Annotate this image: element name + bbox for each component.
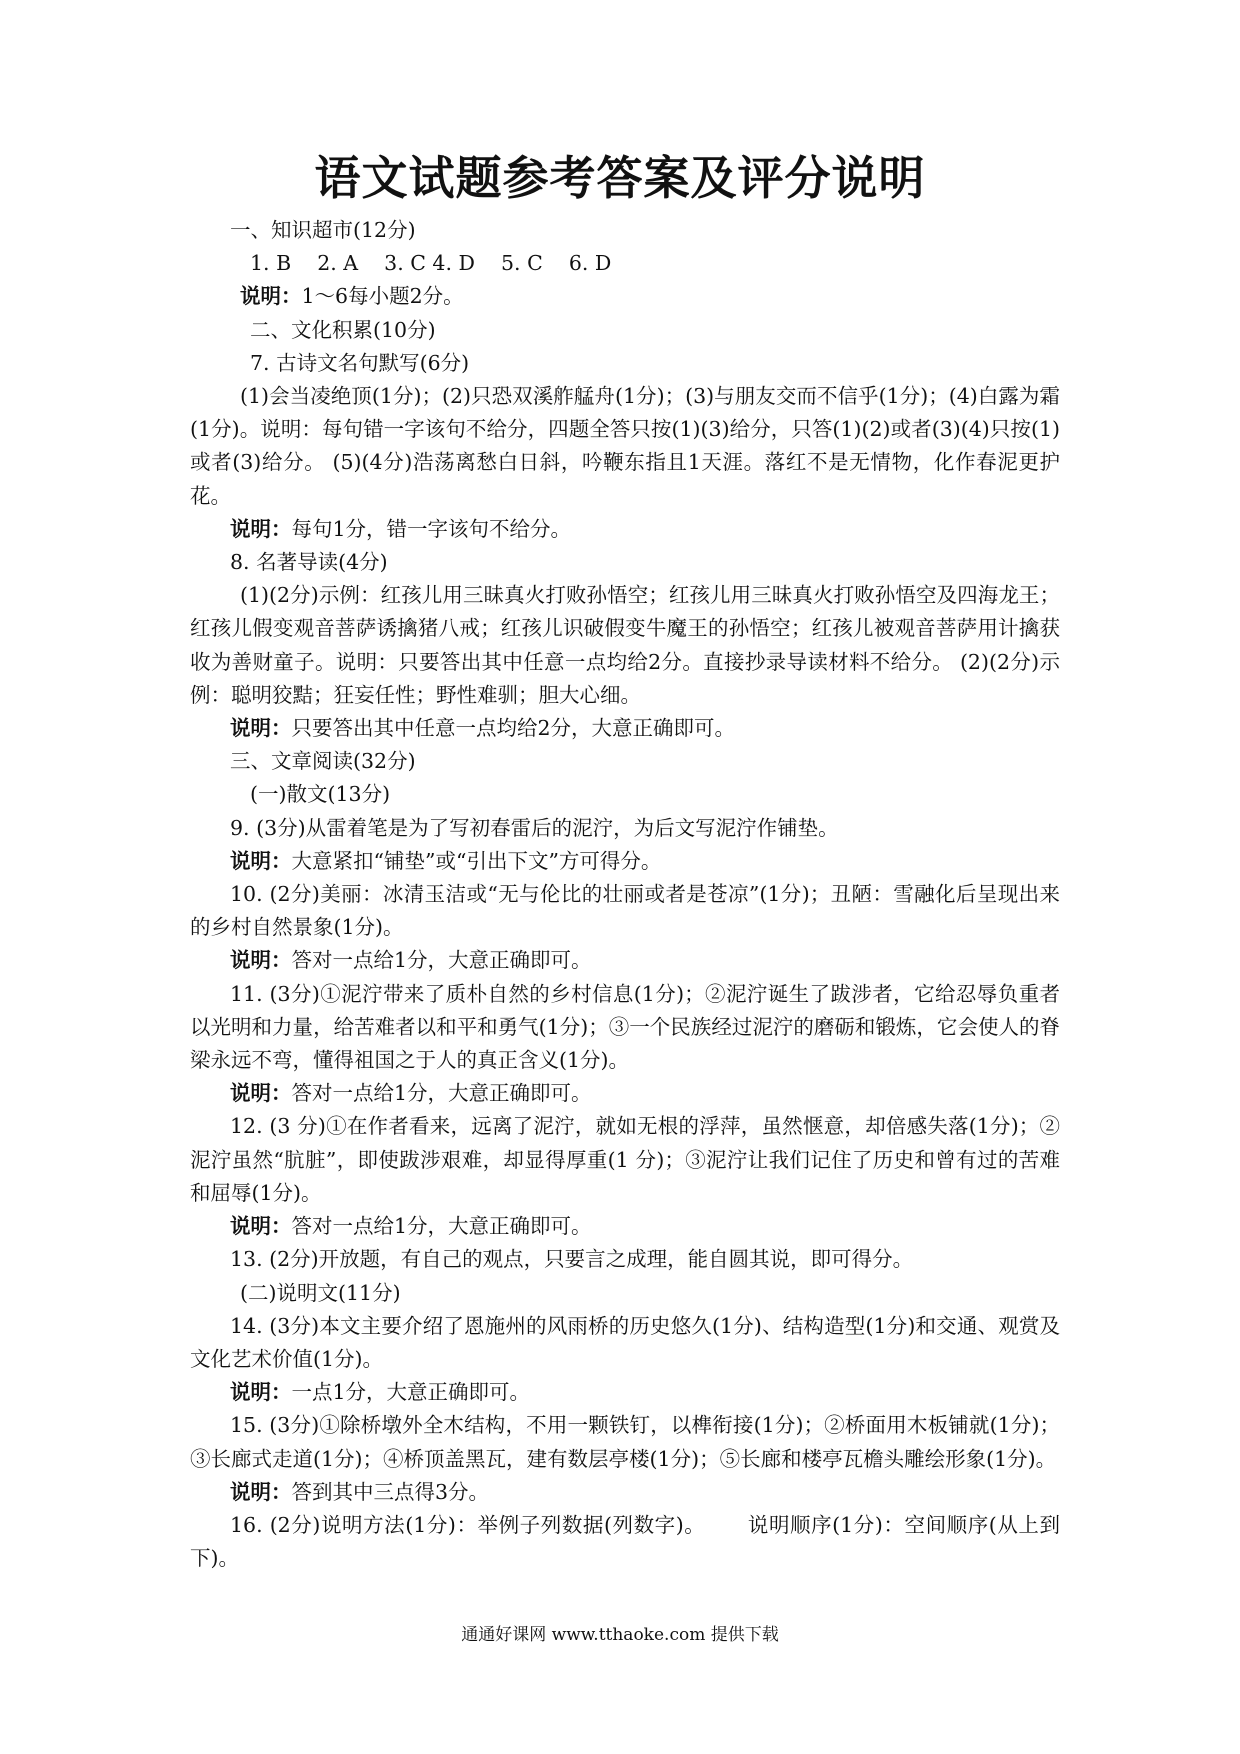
note-text: 答对一点给1分，大意正确即可。	[291, 948, 592, 973]
note-text: 大意紧扣“铺垫”或“引出下文”方可得分。	[291, 848, 662, 873]
note-text: 一点1分，大意正确即可。	[291, 1380, 531, 1405]
note-label: 说明：	[230, 948, 292, 973]
note-label: 说明：	[230, 716, 292, 741]
note-14	[190, 1376, 1060, 1409]
question-7-heading: 7. 古诗文名句默写(6分)	[250, 350, 470, 375]
note-text: 每句1分，错一字该句不给分。	[291, 516, 572, 541]
section-heading-1: 一、知识超市(12分)	[230, 218, 416, 242]
note-text: 1～6每小题2分。	[301, 284, 464, 309]
note-label: 说明：	[230, 1380, 292, 1405]
note-text: 答对一点给1分，大意正确即可。	[291, 1214, 592, 1239]
question-10: 10. (2分)美丽：冰清玉洁或“无与伦比的壮丽或者是苍凉”(1分)；丑陋：雪融化后呈现出来的乡村自然景象(1分)。	[190, 882, 1060, 940]
note-1-6	[190, 280, 1060, 313]
page-footer: 通通好课网 www.tthaoke.com 提供下载	[461, 1625, 779, 1645]
subsection-expository: (二)说明文(11分)	[240, 1280, 401, 1305]
note-15	[190, 1476, 1060, 1509]
question-9: 9. (3分)从雷着笔是为了写初春雷后的泥泞，为后文写泥泞作铺垫。	[230, 815, 839, 840]
note-9	[190, 845, 1060, 878]
question-7-answer: (1)会当凌绝顶(1分)；(2)只恐双溪舴艋舟(1分)；(3)与朋友交而不信乎(1分)；(4)白露为霜(1分)。说明：每句错一字该句不给分，四题全答只按(1)(3)给分，只答(1)(2)或者(3)(4)只按(1)或者(3)给分。 (5)(4分)浩荡离愁白日斜，吟鞭东指且1天涯。落红不是无情物，化作春泥更护花。	[190, 384, 1060, 508]
note-label: 说明：	[240, 284, 302, 309]
note-label: 说明：	[230, 1214, 292, 1239]
note-text: 答对一点给1分，大意正确即可。	[291, 1081, 592, 1106]
answer-content	[190, 214, 1060, 1575]
note-7	[190, 513, 1060, 546]
note-label: 说明：	[230, 1479, 292, 1504]
page-title: 语文试题参考答案及评分说明	[314, 151, 926, 205]
note-label: 说明：	[230, 516, 292, 541]
note-11	[190, 1077, 1060, 1110]
note-8	[190, 712, 1060, 745]
note-10	[190, 944, 1060, 977]
question-14: 14. (3分)本文主要介绍了恩施州的风雨桥的历史悠久(1分)、结构造型(1分)和交通、观赏及文化艺术价值(1分)。	[190, 1313, 1060, 1371]
answers-1-6: 1. B 2. A 3. C 4. D 5. C 6. D	[250, 251, 612, 276]
question-13: 13. (2分)开放题，有自己的观点，只要言之成理，能自圆其说，即可得分。	[230, 1247, 914, 1272]
question-8-answer: (1)(2分)示例：红孩儿用三昧真火打败孙悟空；红孩儿用三昧真火打败孙悟空及四海龙王；红孩儿假变观音菩萨诱擒猪八戒；红孩儿识破假变牛魔王的孙悟空；红孩儿被观音菩萨用计擒获收为善财童子。说明：只要答出其中任意一点均给2分。直接抄录导读材料不给分。 (2)(2分)示例：聪明狡黠；狂妄任性；野性难驯；胆大心细。	[190, 583, 1060, 707]
note-label: 说明：	[230, 848, 292, 873]
section-heading-3: 三、文章阅读(32分)	[230, 749, 416, 774]
question-15: 15. (3分)①除桥墩外全木结构，不用一颗铁钉，以榫衔接(1分)；②桥面用木板铺就(1分)；③长廊式走道(1分)；④桥顶盖黑瓦，建有数层亭楼(1分)；⑤长廊和楼亭瓦檐头雕绘形象(1分)。	[190, 1413, 1060, 1471]
question-16: 16. (2分)说明方法(1分)：举例子列数据(列数字)。 说明顺序(1分)：空间顺序(从上到下)。	[190, 1512, 1060, 1571]
note-12	[190, 1210, 1060, 1243]
note-text: 只要答出其中任意一点均给2分，大意正确即可。	[291, 716, 736, 741]
question-12: 12. (3 分)①在作者看来，远离了泥泞，就如无根的浮萍，虽然惬意，却倍感失落(1分)；②泥泞虽然“肮脏”，即使跋涉艰难，却显得厚重(1 分)；③泥泞让我们记住了历史和曾有过的苦难和屈辱(1分)。	[190, 1114, 1060, 1205]
question-8-heading: 8. 名著导读(4分)	[230, 550, 388, 575]
note-text: 答到其中三点得3分。	[291, 1479, 490, 1504]
subsection-prose: (一)散文(13分)	[250, 782, 391, 807]
note-label: 说明：	[230, 1081, 292, 1106]
section-heading-2: 二、文化积累(10分)	[250, 317, 436, 342]
question-11: 11. (3分)①泥泞带来了质朴自然的乡村信息(1分)；②泥泞诞生了跋涉者，它给忍辱负重者以光明和力量，给苦难者以和平和勇气(1分)；③一个民族经过泥泞的磨砺和锻炼，它会使人的脊梁永远不弯，懂得祖国之于人的真正含义(1分)。	[190, 981, 1060, 1073]
